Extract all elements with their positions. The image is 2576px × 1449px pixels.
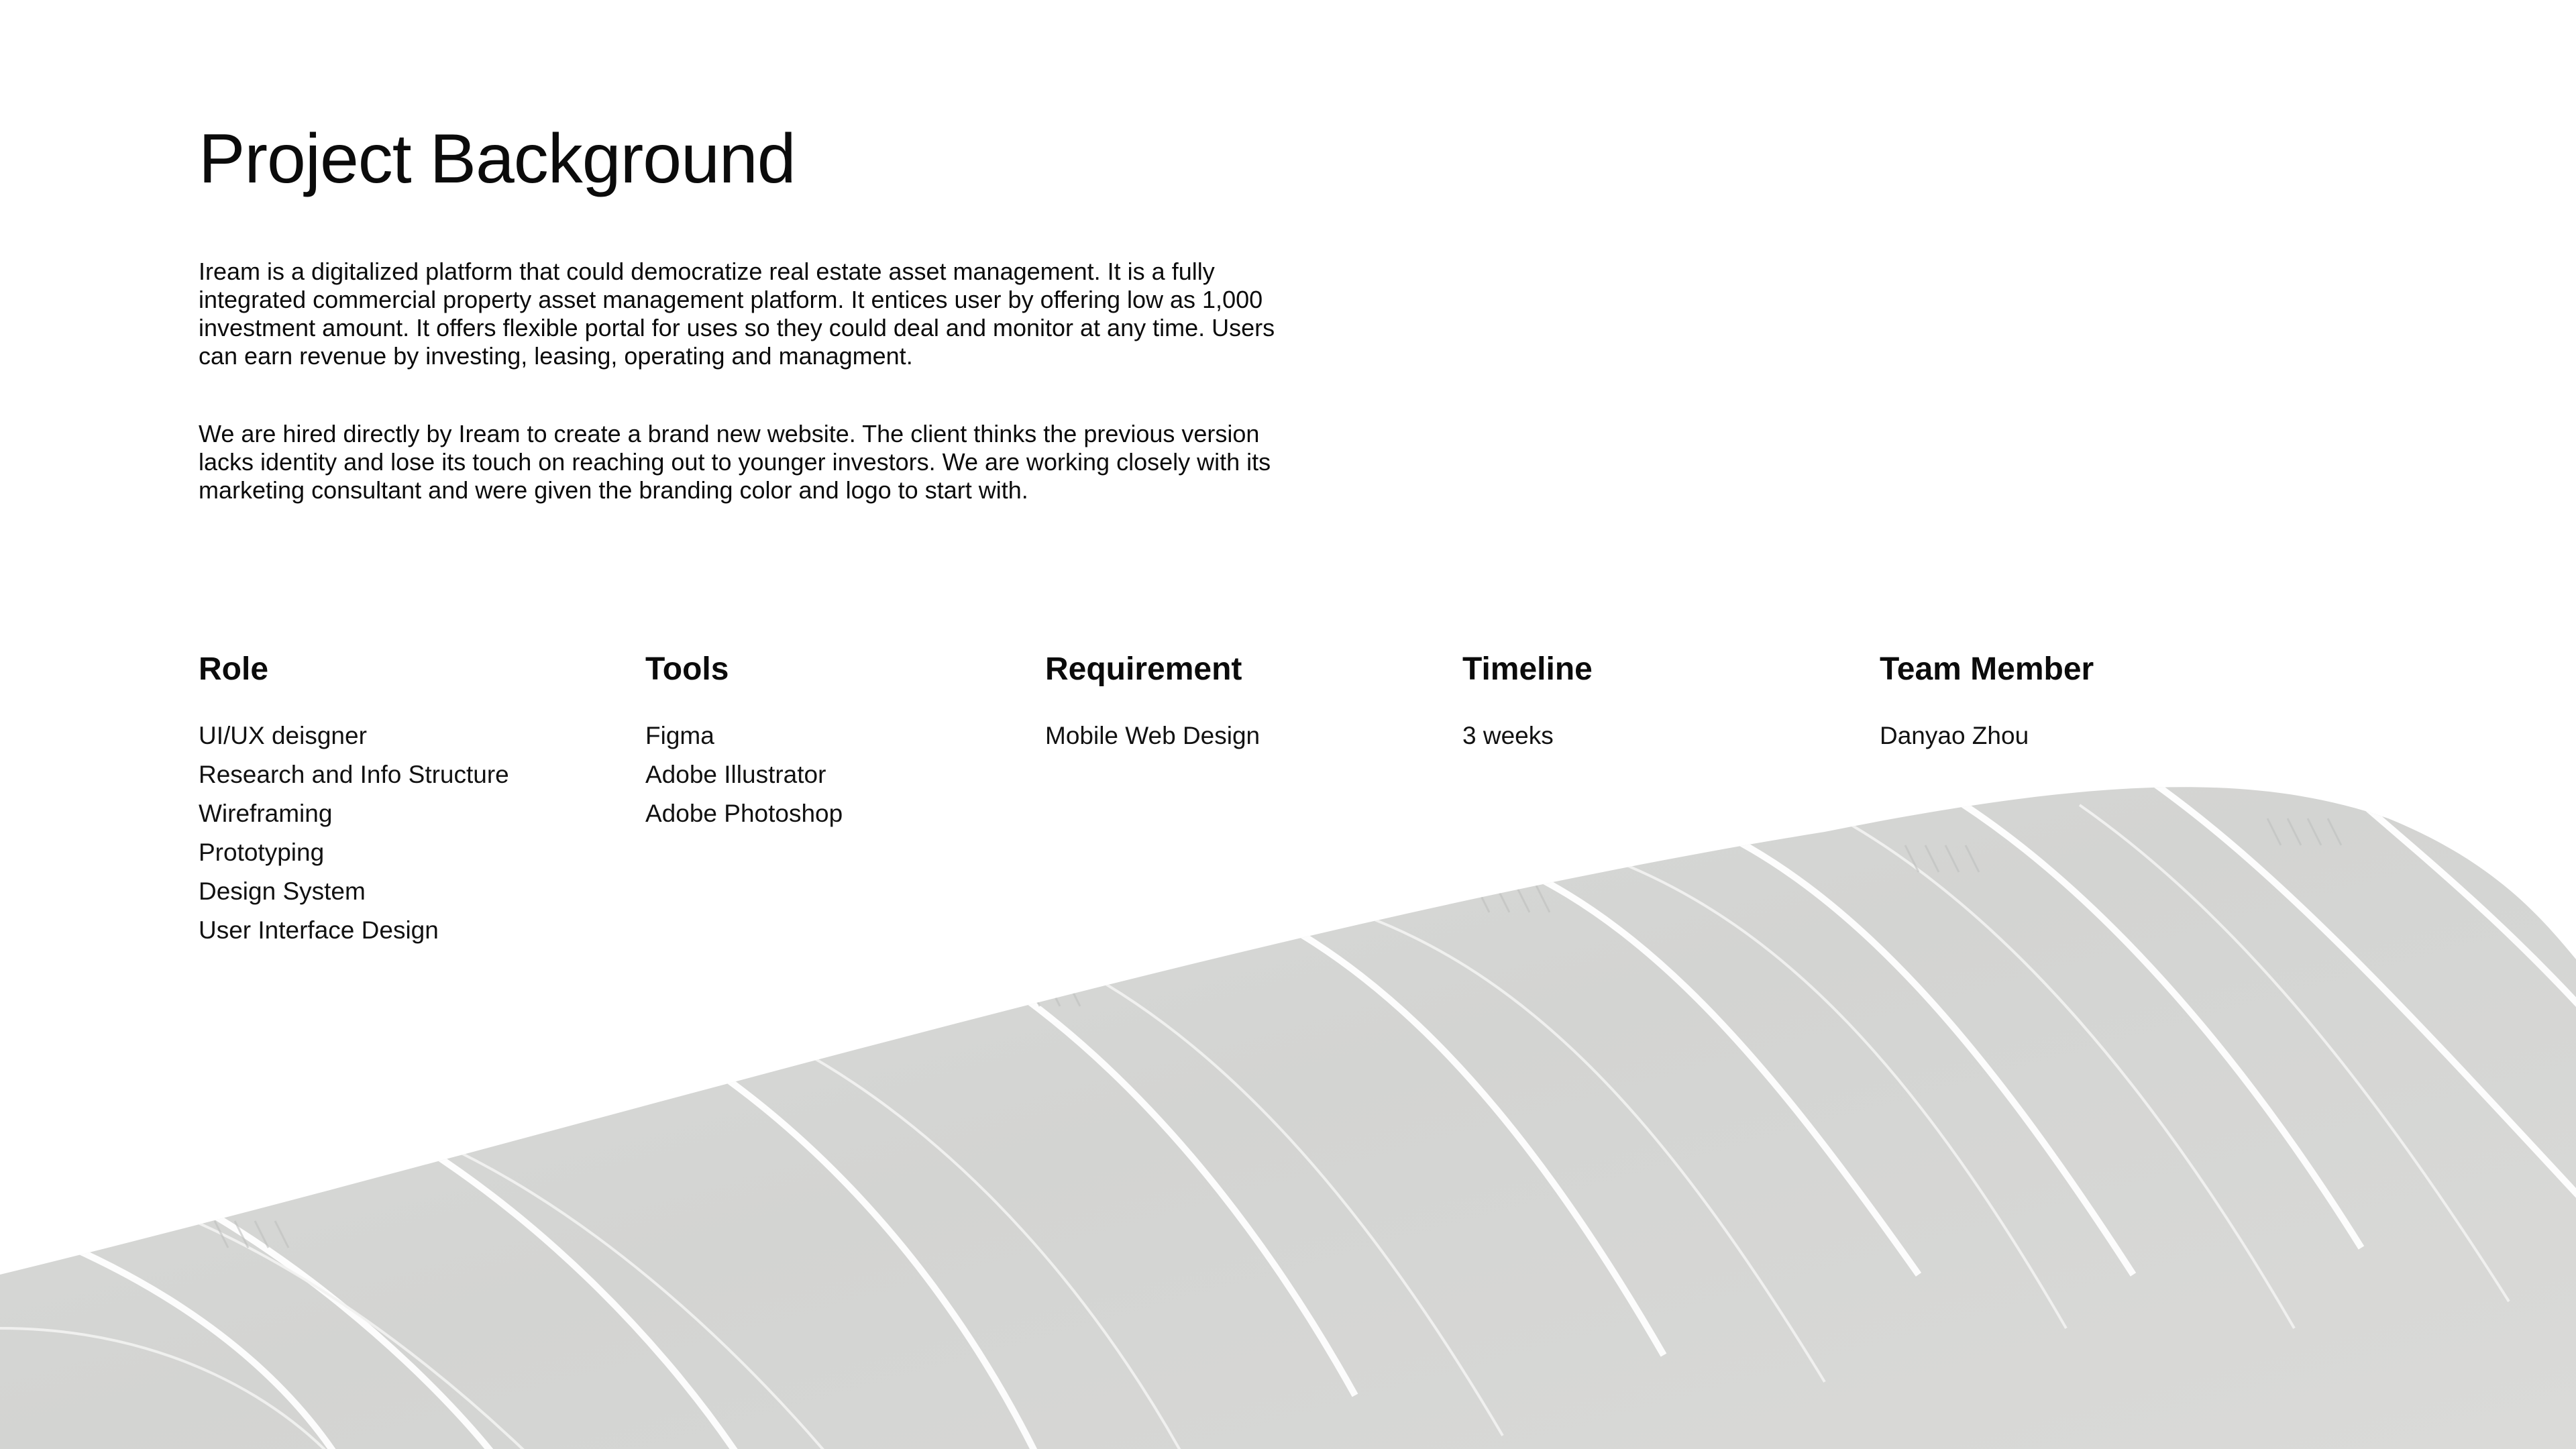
role-item: UI/UX deisgner — [199, 722, 367, 749]
description-paragraph-2: We are hired directly by Iream to create a brand new website. The client thinks the previous version lacks identity and lose its touch on reaching out to younger investors. We are working closely with its marketing consultant and were given the branding color and logo to start with. — [199, 420, 1271, 504]
requirement-list — [1045, 716, 1260, 755]
meta-heading-role: Role — [199, 651, 269, 687]
role-item: Wireframing — [199, 800, 333, 827]
role-list — [199, 716, 509, 950]
team-member-item: Danyao Zhou — [1880, 722, 2029, 749]
meta-column-tools — [645, 651, 843, 833]
team-member-list — [1880, 716, 2094, 755]
meta-heading-timeline: Timeline — [1462, 651, 1593, 687]
role-item: User Interface Design — [199, 916, 439, 944]
meta-heading-requirement: Requirement — [1045, 651, 1242, 687]
meta-heading-team-member: Team Member — [1880, 651, 2094, 687]
role-item: Prototyping — [199, 839, 325, 866]
tool-item: Figma — [645, 722, 714, 749]
meta-column-team-member — [1880, 651, 2094, 755]
role-item: Research and Info Structure — [199, 761, 509, 788]
tools-list — [645, 716, 843, 833]
project-background-section — [199, 120, 2412, 944]
meta-column-timeline — [1462, 651, 1593, 755]
role-item: Design System — [199, 877, 366, 905]
timeline-item: 3 weeks — [1462, 722, 1554, 749]
description-paragraph-1: Iream is a digitalized platform that could democratize real estate asset management. It is a fully integrated commercial property asset management platform. It entices user by offering low as 1,000 investment amount. It offers flexible portal for uses so they could deal and monitor at any time. Users can earn revenue by investing, leasing, operating and managment. — [199, 258, 1275, 370]
timeline-list — [1462, 716, 1593, 755]
meta-heading-tools: Tools — [645, 651, 729, 687]
requirement-item: Mobile Web Design — [1045, 722, 1260, 749]
page-title: Project Background — [199, 120, 796, 198]
meta-column-role — [199, 651, 509, 950]
meta-column-requirement — [1045, 651, 1260, 755]
project-meta-grid — [199, 651, 2412, 986]
tool-item: Adobe Photoshop — [645, 800, 843, 827]
tool-item: Adobe Illustrator — [645, 761, 826, 788]
